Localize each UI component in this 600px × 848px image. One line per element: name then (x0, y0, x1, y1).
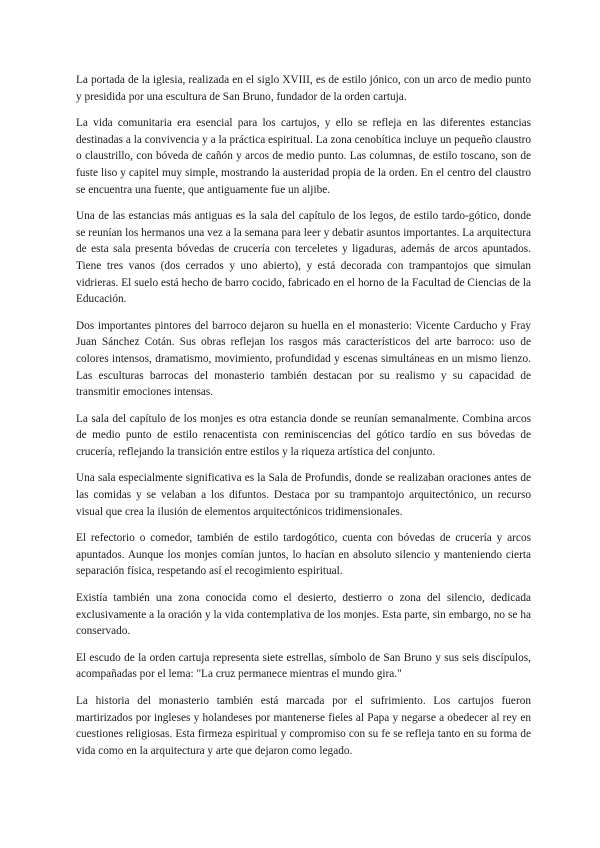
paragraph-lay-chapter-hall: Una de las estancias más antiguas es la sala del capítulo de los legos, de estilo tardo-gótico, donde se reunían los hermanos una vez a la semana para leer y debatir asuntos importantes. La arquitectura de esta sala presenta bóvedas de crucería con terceletes y ligaduras, además de arcos apuntados. Tiene tres vanos (dos cerrados y uno abierto), y está decorada con trampantojos que simulan vidrieras. El suelo está hecho de barro cocido, fabricado en el horno de la Facultad de Ciencias de la Educación. (76, 210, 531, 306)
paragraph-baroque-painters: Dos importantes pintores del barroco dejaron su huella en el monasterio: Vicente Carducho y Fray Juan Sánchez Cotán. Sus obras reflejan los rasgos más característicos del arte barroco: uso de colores intensos, dramatismo, movimiento, profundidad y escenas simultáneas en un mismo lienzo. Las esculturas barrocas del monasterio también destacan por su realismo y su capacidad de transmitir emociones intensas. (76, 319, 531, 399)
paragraph-monks-chapter-hall: La sala del capítulo de los monjes es otra estancia donde se reunían semanalmente. Combina arcos de medio punto de estilo renacentista con reminiscencias del gótico tardío en sus bóvedas de crucería, reflejando la transición entre estilos y la riqueza artística del conjunto. (76, 412, 531, 458)
paragraph-community-life: La vida comunitaria era esencial para los cartujos, y ello se refleja en las diferentes estancias destinadas a la convivencia y a la práctica espiritual. La zona cenobítica incluye un pequeño claustro o claustrillo, con bóveda de cañón y arcos de medio punto. Las columnas, de estilo toscano, son de fuste liso y capitel muy simple, mostrando la austeridad propia de la orden. En el centro del claustro se encuentra una fuente, que antiguamente fue un aljibe. (76, 117, 531, 196)
paragraph-desert-zone: Existía también una zona conocida como el desierto, destierro o zona del silencio, dedicada exclusivamente a la oración y la vida contemplativa de los monjes. Esta parte, sin embargo, no se ha conservado. (76, 592, 531, 638)
paragraph-refectory: El refectorio o comedor, también de estilo tardogótico, cuenta con bóvedas de crucería y arcos apuntados. Aunque los monjes comían juntos, lo hacían en absoluto silencio y manteniendo cierta separación física, respetando así el recogimiento espiritual. (76, 532, 531, 578)
paragraph-coat-of-arms: El escudo de la orden cartuja representa siete estrellas, símbolo de San Bruno y sus seis discípulos, acompañadas por el lema: "La cruz permanece mientras el mundo gira." (76, 651, 531, 681)
paragraph-history-suffering: La historia del monasterio también está marcada por el sufrimiento. Los cartujos fueron martirizados por ingleses y holandeses por mantenerse fieles al Papa y negarse a obedecer al rey en cuestiones religiosas. Esta firmeza espiritual y compromiso con su fe se refleja tanto en su forma de vida como en la arquitectura y arte que dejaron como legado. (76, 695, 531, 757)
paragraph-church-portal: La portada de la iglesia, realizada en el siglo XVIII, es de estilo jónico, con un arco de medio punto y presidida por una escultura de San Bruno, fundador de la orden cartuja. (76, 74, 531, 103)
document-page (76, 72, 531, 769)
paragraph-sala-de-profundis: Una sala especialmente significativa es la Sala de Profundis, donde se realizaban oraciones antes de las comidas y se velaban a los difuntos. Destaca por su trampantojo arquitectónico, un recurso visual que crea la ilusión de elementos arquitectónicos tridimensionales. (76, 472, 531, 518)
